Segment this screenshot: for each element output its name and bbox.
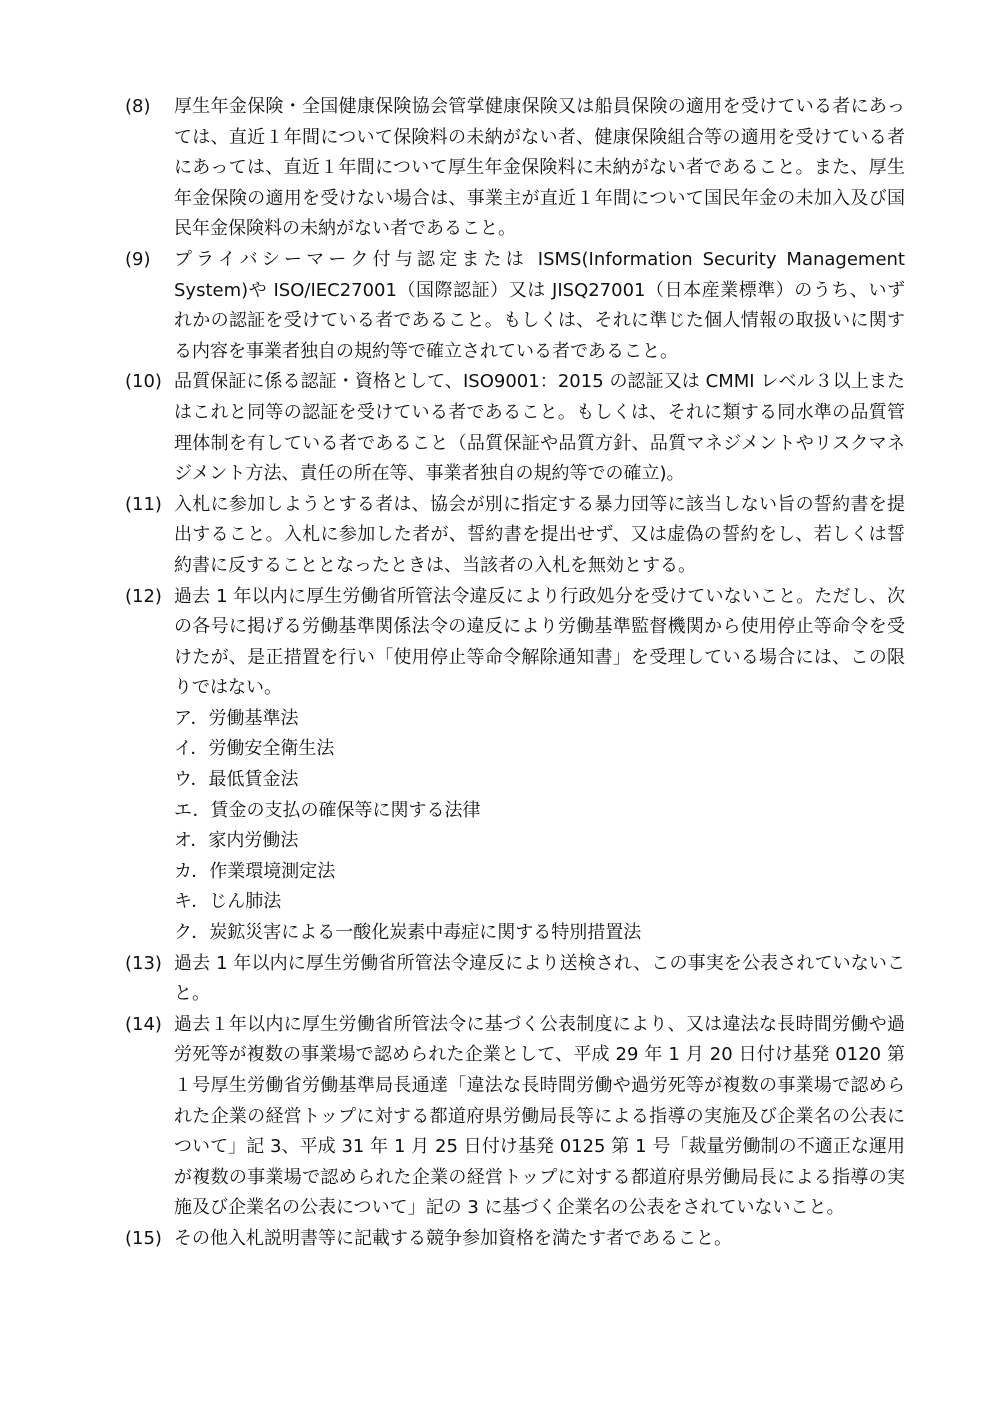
item-text: 入札に参加しようとする者は、協会が別に指定する暴力団等に該当しない旨の誓約書を提出すること。入札に参加した者が、誓約書を提出せず、又は虚偽の誓約をし、若しくは誓約書に反することとなったときは、当該者の入札を無効とする。 xyxy=(174,493,905,576)
law-item: キ．じん肺法 xyxy=(174,891,282,913)
list-item-13 xyxy=(125,949,905,1010)
list-item-10 xyxy=(125,367,905,489)
item-number: (14) xyxy=(125,1013,162,1035)
item-number: (10) xyxy=(125,371,162,393)
law-item: エ．賃金の支払の確保等に関する法律 xyxy=(174,799,481,821)
item-number: (15) xyxy=(125,1227,162,1249)
list-item-14 xyxy=(125,1010,905,1224)
item-number: (9) xyxy=(125,248,151,270)
item-number: (11) xyxy=(125,493,162,515)
item-text: 過去１年以内に厚生労働省所管法令に基づく公表制度により、又は違法な長時間労働や過労死等が複数の事業場で認められた企業として、平成 29 年 1 月 20 日付け基発 0120 第１号厚生労働省労働基準局長通達「違法な長時間労働や過労死等が複数の事業場で認められた企業の経営トップに対する都道府県労働局長等による指導の実施及び企業名の公表について」記 3、平成 31 年 1 月 25 日付け基発 0125 第 1 号「裁量労働制の不適正な運用が複数の事業場で認められた企業の経営トップに対する都道府県労働局長による指導の実施及び企業名の公表について」記の 3 に基づく企業名の公表をされていないこと。 xyxy=(174,1013,905,1219)
law-item: オ．家内労働法 xyxy=(174,830,299,852)
item-text: 過去 1 年以内に厚生労働省所管法令違反により送検され、この事実を公表されていないこと。 xyxy=(174,952,905,1005)
item-text: 厚生年金保険・全国健康保険協会管掌健康保険又は船員保険の適用を受けている者にあっては、直近１年間について保険料の未納がない者、健康保険組合等の適用を受けている者にあっては、直近１年間について厚生年金保険料に未納がない者であること。また、厚生年金保険の適用を受けない場合は、事業主が直近１年間について国民年金の未加入及び国民年金保険料の未納がない者であること。 xyxy=(174,96,905,240)
item-text: 品質保証に係る認証・資格として、ISO9001：2015 の認証又は CMMI レベル３以上またはこれと同等の認証を受けている者であること。もしくは、それに類する同水準の品質管理体制を有している者であること（品質保証や品質方針、品質マネジメントやリスクマネジメント方法、責任の所在等、事業者独自の規約等での確立)。 xyxy=(174,371,905,485)
item-text: 過去 1 年以内に厚生労働省所管法令違反により行政処分を受けていないこと。ただし、次の各号に掲げる労働基準関係法令の違反により労働基準監督機関から使用停止等命令を受けたが、是正措置を行い「使用停止等命令解除通知書」を受理している場合には、この限りではない。 xyxy=(174,585,905,699)
item-text: その他入札説明書等に記載する競争参加資格を満たす者であること。 xyxy=(174,1227,732,1249)
list-item-9 xyxy=(125,245,905,367)
law-item: ク．炭鉱災害による一酸化炭素中毒症に関する特別措置法 xyxy=(174,922,642,944)
list-item-12 xyxy=(125,582,905,949)
item-number: (13) xyxy=(125,952,162,974)
law-item: カ．作業環境測定法 xyxy=(174,860,336,882)
law-item: ウ．最低賃金法 xyxy=(174,769,299,791)
law-item: イ．労働安全衛生法 xyxy=(174,738,335,760)
item-text: プライバシーマーク付与認定または ISMS(Information Security Management System)や ISO/IEC27001（国際認証）又は JISQ27001（日本産業標準）のうち、いずれかの認証を受けている者であること。もしくは、それに準じた個人情報の取扱いに関する内容を事業者独自の規約等で確立されている者であること。 xyxy=(174,248,905,362)
item-number: (8) xyxy=(125,96,151,117)
law-item: ア．労働基準法 xyxy=(174,707,299,729)
list-item-15 xyxy=(125,1224,905,1255)
item-number: (12) xyxy=(125,585,162,607)
document-body xyxy=(125,92,905,1255)
list-item-8 xyxy=(125,92,905,245)
list-item-11 xyxy=(125,490,905,582)
